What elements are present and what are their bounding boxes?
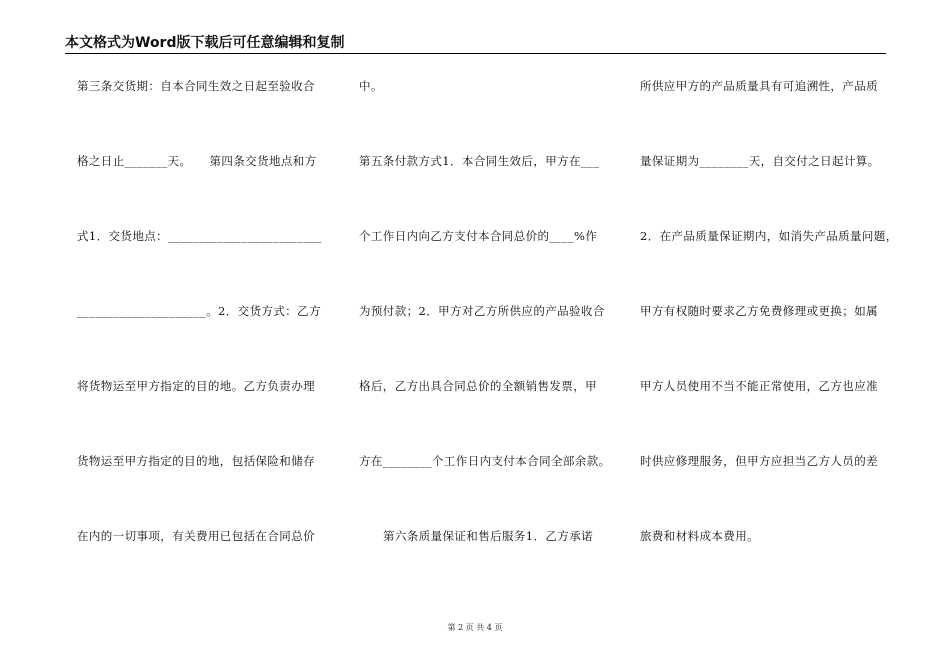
text-line: 量保证期为________天，自交付之日起计算。	[640, 154, 880, 168]
text-line: 式1．交货地点：_________________________	[77, 229, 322, 243]
text-line: 所供应甲方的产品质量具有可追溯性，产品质	[640, 79, 878, 93]
text-line: 甲方人员使用不当不能正常使用，乙方也应准	[640, 379, 878, 393]
text-line: 个工作日内向乙方支付本合同总价的____%作	[359, 229, 598, 243]
text-line: 方在________个工作日内支付本合同全部余款。	[359, 454, 611, 468]
text-line: 中。	[359, 79, 383, 93]
text-line: 将货物运至甲方指定的目的地。乙方负责办理	[77, 379, 315, 393]
page-header: 本文格式为Word版下载后可任意编辑和复制	[65, 34, 886, 54]
text-line: 为预付款；2．甲方对乙方所供应的产品验收合	[359, 304, 605, 318]
text-line: 第三条交货期：自本合同生效之日起至验收合	[77, 79, 315, 93]
text-line: 货物运至甲方指定的目的地，包括保险和储存	[77, 454, 315, 468]
text-line: 第五条付款方式1．本合同生效后，甲方在___	[359, 154, 600, 168]
page-number: 第 2 页 共 4 页	[447, 623, 503, 632]
text-line: 时供应修理服务，但甲方应担当乙方人员的差	[640, 454, 878, 468]
text-line: 格后，乙方出具合同总价的全额销售发票，甲	[359, 379, 597, 393]
text-line: 旅费和材料成本费用。	[640, 529, 759, 543]
text-line: 在内的一切事项，有关费用已包括在合同总价	[77, 529, 315, 543]
text-line: 2．在产品质量保证期内，如消失产品质量问题，	[640, 229, 898, 243]
text-column-3	[640, 68, 898, 593]
text-column-1	[77, 68, 332, 593]
text-line: 格之日止_______天。 第四条交货地点和方	[77, 154, 317, 168]
text-column-2	[359, 68, 614, 593]
text-line: _____________________。2．交货方式：乙方	[77, 304, 321, 318]
text-line: 甲方有权随时要求乙方免费修理或更换；如属	[640, 304, 878, 318]
text-line: 第六条质量保证和售后服务1．乙方承诺	[383, 529, 594, 543]
